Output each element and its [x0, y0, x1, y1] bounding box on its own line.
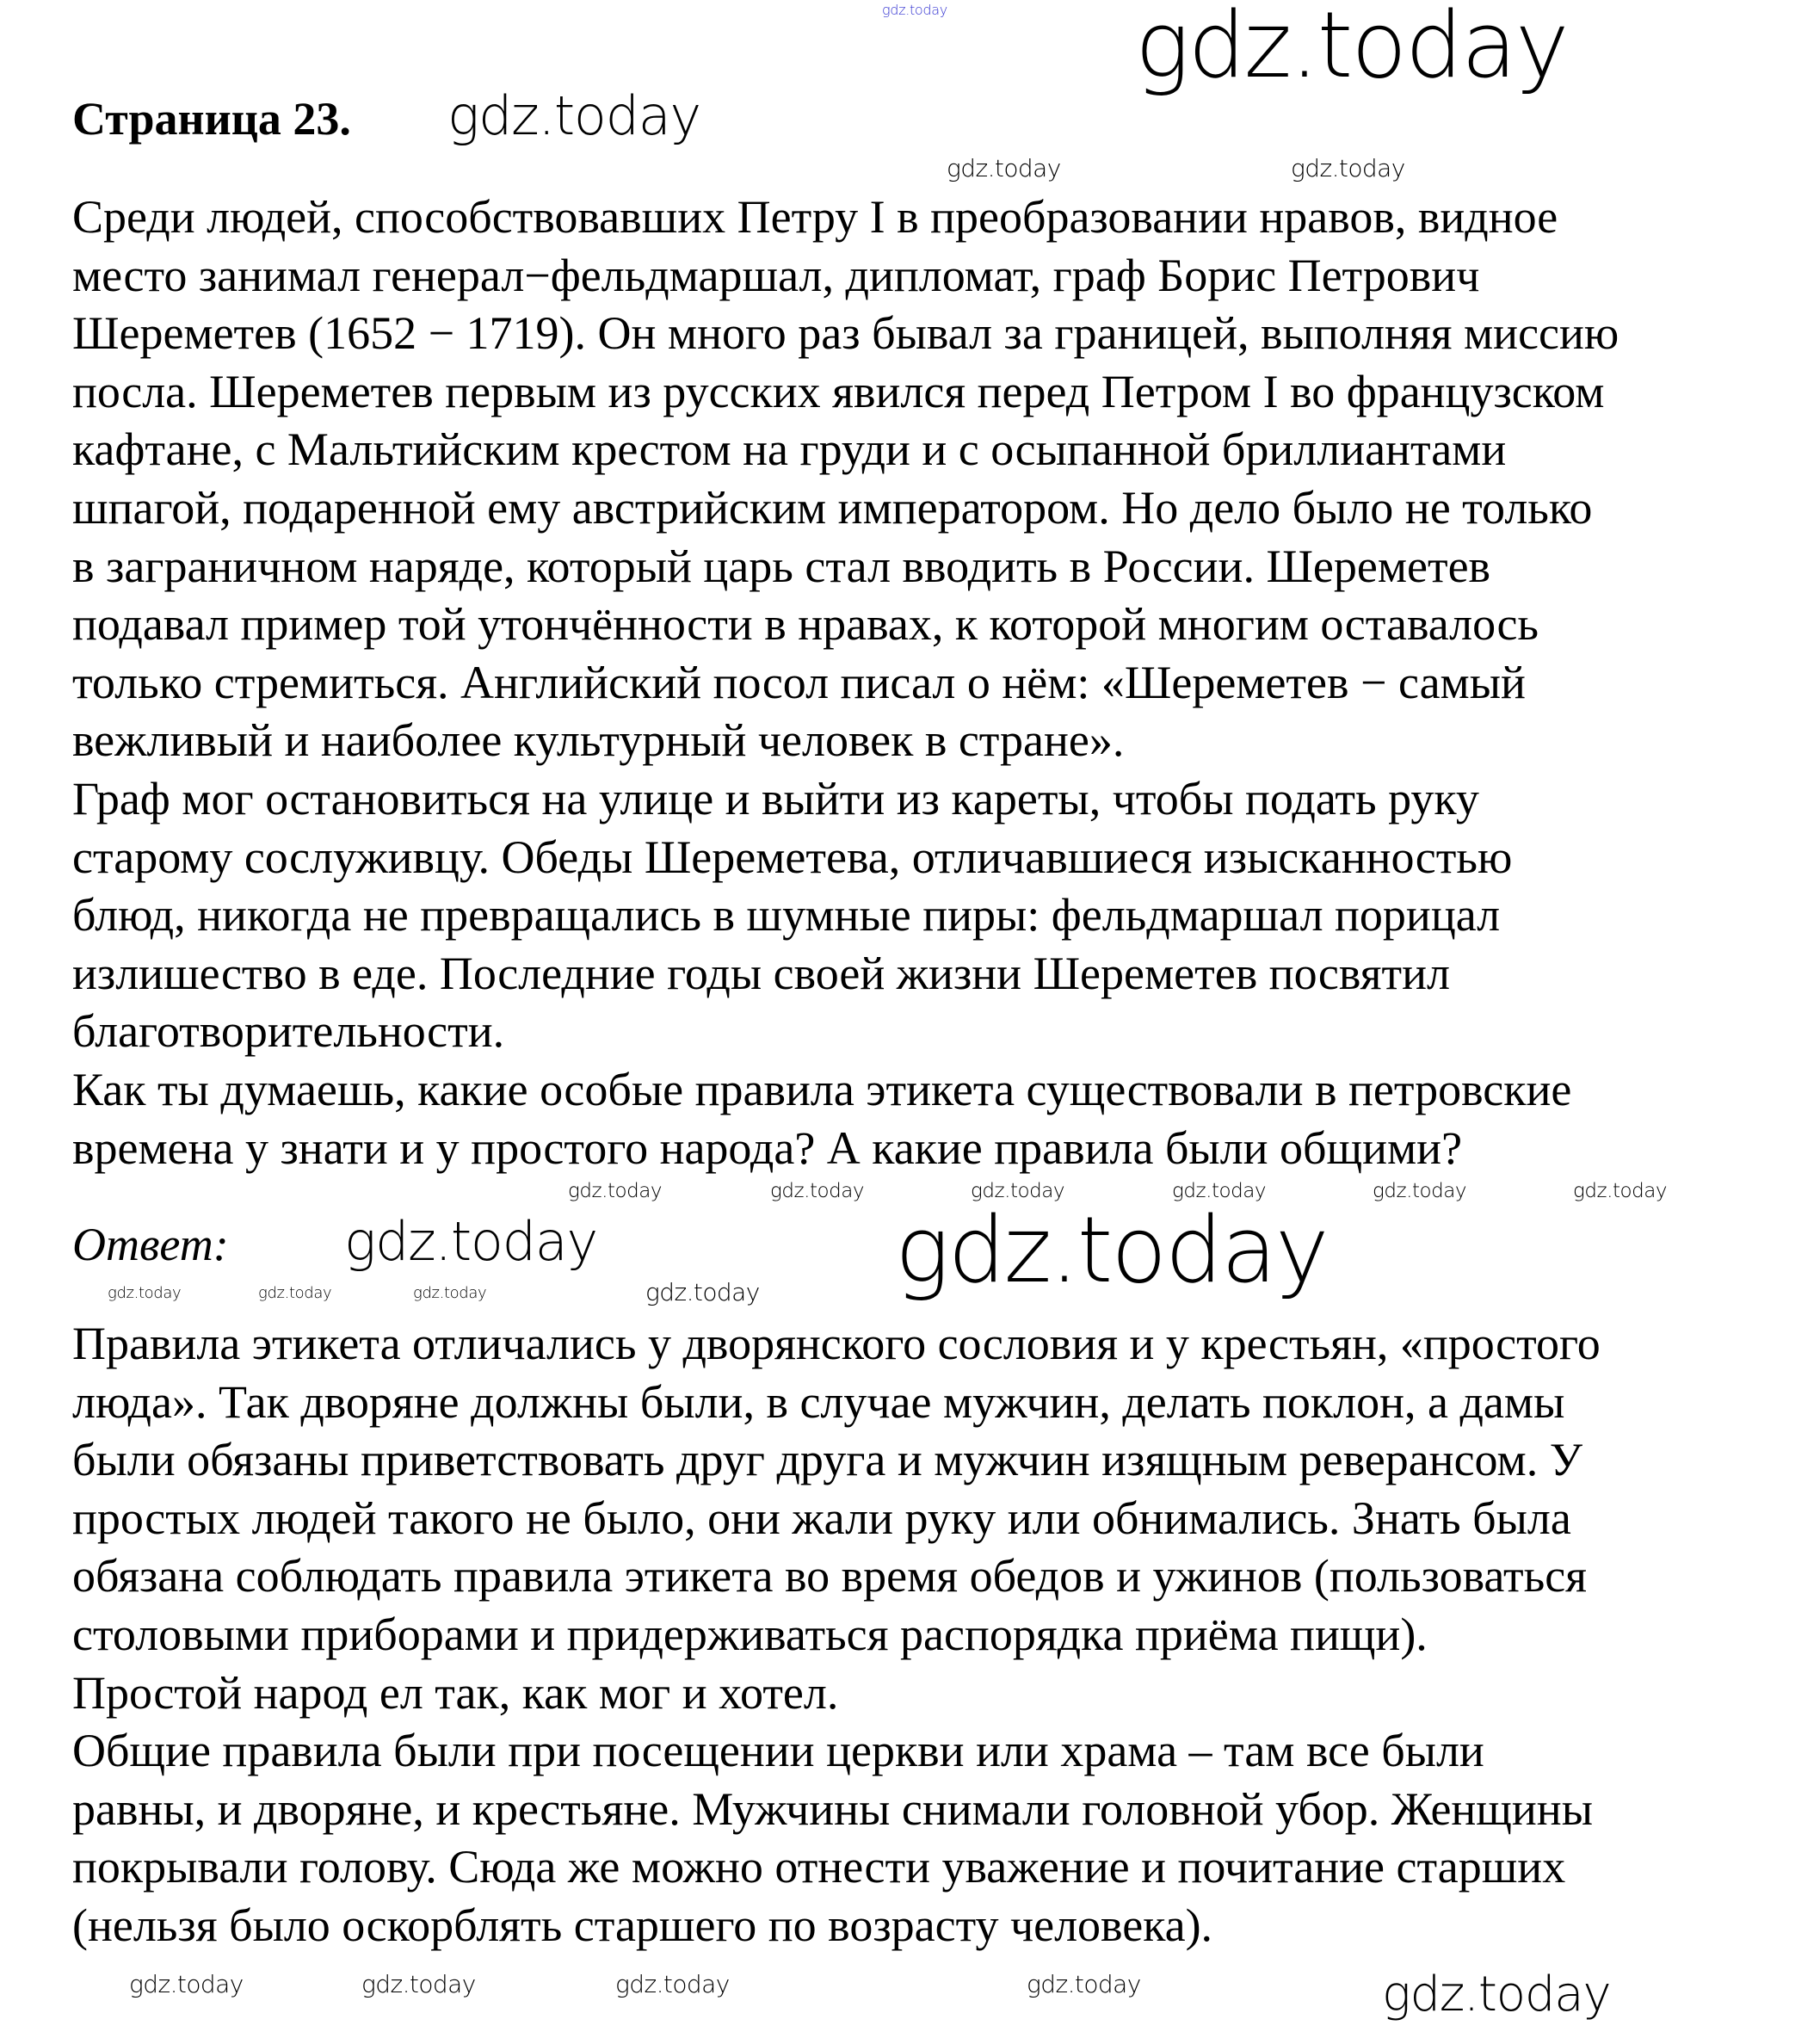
watermark: gdz.today	[1172, 1180, 1267, 1202]
question-line: старому сослуживцу. Обеды Шереметева, отличавшиеся изысканностью	[72, 831, 1513, 883]
question-line: подавал пример той утончённости в нравах, к которой многим оставалось	[72, 598, 1539, 651]
watermark: gdz.today	[1573, 1180, 1668, 1202]
answer-line: Простой народ ел так, как мог и хотел.	[72, 1666, 839, 1719]
answer-label: Ответ:	[72, 1219, 229, 1270]
watermark: gdz.today	[895, 1197, 1328, 1303]
watermark: gdz.today	[568, 1180, 663, 1202]
watermark: gdz.today	[770, 1180, 865, 1202]
answer-line: столовыми приборами и придерживаться распорядка приёма пищи).	[72, 1608, 1428, 1660]
watermark: gdz.today	[1373, 1180, 1467, 1202]
question-line: Граф мог остановиться на улице и выйти из кареты, чтобы подать руку	[72, 772, 1479, 824]
answer-line: обязана соблюдать правила этикета во время обедов и ужинов (пользоваться	[72, 1550, 1588, 1602]
watermark: gdz.today	[947, 154, 1061, 182]
answer-line: Правила этикета отличались у дворянского сословия и у крестьян, «простого	[72, 1318, 1601, 1369]
watermark: gdz.today	[258, 1284, 332, 1302]
watermark: gdz.today	[645, 1278, 760, 1306]
answer-line: равны, и дворяне, и крестьяне. Мужчины снимали головной убор. Женщины	[72, 1782, 1593, 1835]
question-line: блюд, никогда не превращались в шумные пиры: фельдмаршал порицал	[72, 889, 1501, 942]
answer-line: простых людей такого не было, они жали руку или обнимались. Знать была	[72, 1491, 1571, 1544]
answer-text	[72, 1315, 1601, 1955]
question-line: излишество в еде. Последние годы своей жизни Шереметев посвятил	[72, 947, 1450, 999]
watermark: gdz.today	[1027, 1970, 1141, 1998]
question-line: только стремиться. Английский посол писал о нём: «Шереметев − самый	[72, 656, 1526, 708]
watermark: gdz.today	[129, 1970, 244, 1998]
question-line: посла. Шереметев первым из русских явился перед Петром I во французском	[72, 365, 1605, 417]
question-text	[72, 188, 1619, 1177]
question-line: место занимал генерал−фельдмаршал, дипломат, граф Борис Петрович	[72, 249, 1480, 301]
question-line: Шереметев (1652 − 1719). Он много раз бывал за границей, выполняя миссию	[72, 307, 1619, 360]
question-line: кафтане, с Мальтийским крестом на груди и с осыпанной бриллиантами	[72, 423, 1507, 476]
answer-line: покрывали голову. Сюда же можно отнести уважение и почитание старших	[72, 1841, 1566, 1893]
watermark: gdz.today	[344, 1210, 597, 1273]
answer-line: люда». Так дворяне должны были, в случае мужчин, делать поклон, а дамы	[72, 1375, 1565, 1428]
answer-line: Общие правила были при посещении церкви или храма – там все были	[72, 1725, 1484, 1777]
watermark: gdz.today	[447, 84, 700, 147]
watermark: gdz.today	[1135, 0, 1568, 98]
question-line: благотворительности.	[72, 1005, 505, 1058]
watermark-top: gdz.today	[882, 2, 947, 18]
page-title: Страница 23.	[72, 93, 351, 145]
watermark: gdz.today	[615, 1970, 730, 1998]
question-line: вежливый и наиболее культурный человек в стране».	[72, 714, 1125, 767]
question-line: в заграничном наряде, который царь стал вводить в России. Шереметев	[72, 540, 1491, 592]
question-line: Среди людей, способствовавших Петру I в преобразовании нравов, видное	[72, 191, 1558, 243]
watermark: gdz.today	[361, 1970, 476, 1998]
answer-line: были обязаны приветствовать друг друга и мужчин изящным реверансом. У	[72, 1434, 1582, 1486]
answer-line: (нельзя было оскорблять старшего по возрасту человека).	[72, 1899, 1213, 1951]
question-line: Как ты думаешь, какие особые правила этикета существовали в петровские	[72, 1063, 1572, 1115]
watermark: gdz.today	[413, 1284, 487, 1302]
question-line: шпагой, подаренной ему австрийским императором. Но дело было не только	[72, 481, 1593, 534]
watermark: gdz.today	[1382, 1967, 1611, 2022]
watermark: gdz.today	[1291, 154, 1405, 182]
watermark: gdz.today	[971, 1180, 1065, 1202]
watermark: gdz.today	[108, 1284, 182, 1302]
question-line: времена у знати и у простого народа? А какие правила были общими?	[72, 1121, 1463, 1174]
